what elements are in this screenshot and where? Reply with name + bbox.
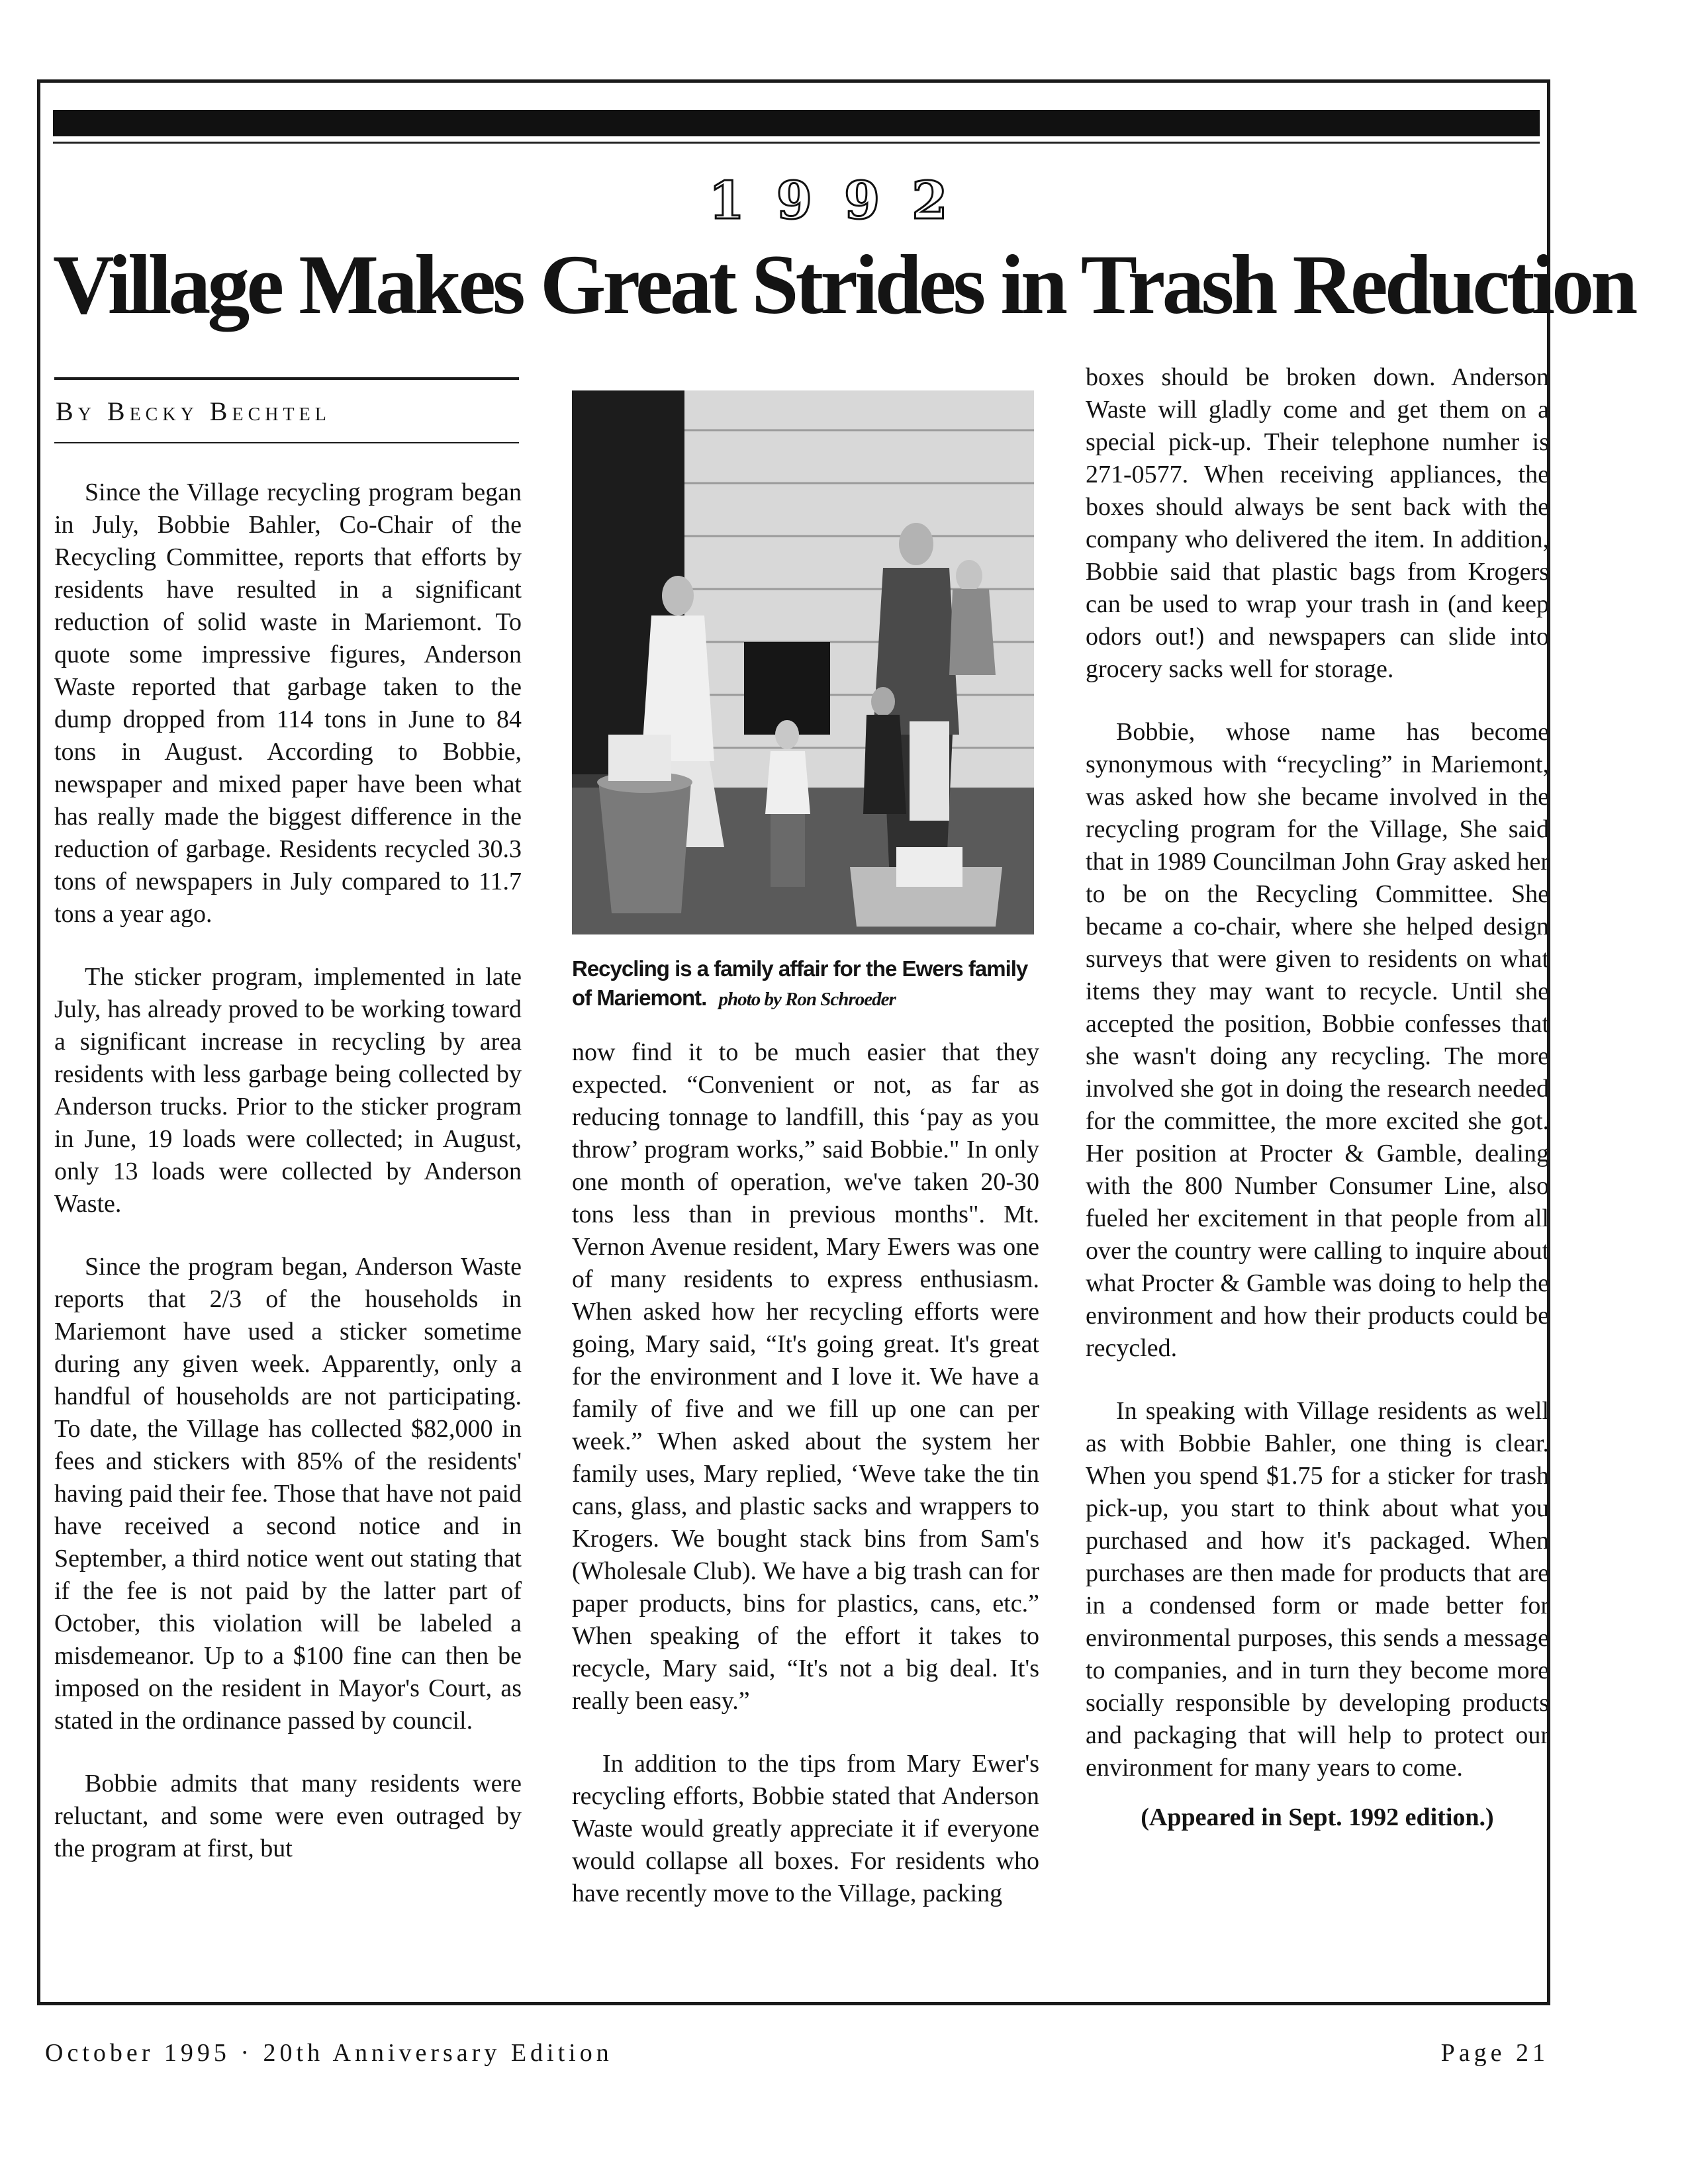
caption-text: Recycling is a family affair for the Ewers family of Mariemont.	[572, 956, 1028, 1010]
article-column-2	[572, 1036, 1039, 1940]
byline-rule-bottom	[54, 442, 519, 443]
byline-rule-top	[54, 377, 519, 380]
paragraph: Bobbie admits that many residents were reluctant, and some were even outraged by the program at first, but	[54, 1770, 522, 1862]
footer-page-number: Page 21	[1440, 2039, 1549, 2067]
photo-credit: photo by Ron Schroeder	[718, 989, 896, 1010]
article-column-3	[1086, 361, 1549, 1834]
article-column-1	[54, 477, 522, 1895]
photo-caption	[572, 954, 1042, 1014]
appeared-note: (Appeared in Sept. 1992 edition.)	[1141, 1803, 1494, 1831]
year-heading: 1992	[708, 171, 980, 231]
footer-edition: October 1995 · 20th Anniversary Edition	[45, 2039, 613, 2067]
family-photo	[572, 390, 1034, 934]
paragraph: boxes should be broken down. Anderson Waste will gladly come and get them on a special pick-up. Their telephone numher is 271-0577. When receiving appliances, the boxes should always be sent back with the company who delivered the item. In addition, Bobbie said that plastic bags from Krogers can be used to wrap your trash in (and keep odors out!) and newspapers can slide into grocery sacks well for storage.	[1086, 363, 1549, 683]
paragraph: In addition to the tips from Mary Ewer's recycling efforts, Bobbie stated that Anderson Waste would greatly appreciate it if everyone would collapse all boxes. For residents who have recently move to the Village, packing	[572, 1750, 1039, 1907]
paragraph: now find it to be much easier that they expected. “Convenient or not, as far as reducing tonnage to landfill, this ‘pay as you throw’ program works,” said Bobbie." In only one month of operation, we've taken 20-30 tons less than in previous months". Mt. Vernon Avenue resident, Mary Ewers was one of many residents to express enthusiasm. When asked how her recycling efforts were going, Mary said, “It's going great. It's great for the environment and I love it. We have a family of five and we fill up one can per week.” When asked about the system her family uses, Mary replied, ‘Weve take the tin cans, glass, and plastic sacks and wrappers to Krogers. We bought stack bins from Sam's (Wholesale Club). We have a big trash can for paper products, bins for plastics, cans, etc.” When speaking of the effort it takes to recycle, Mary said, “It's not a big deal. It's really been easy.”	[572, 1038, 1039, 1715]
byline: By Becky Bechtel	[56, 396, 331, 426]
paragraph: Bobbie, whose name has become synonymous with “recycling” in Mariemont, was asked how she became involved in the recycling program for the Village, She said that in 1989 Councilman John Gray asked her to be on the Recycling Committee. She became a co-chair, where she helped design surveys that were given to residents on what items they may want to recycle. Until she accepted the position, Bobbie confesses that she wasn't doing any recycling. The more involved she got in doing the research needed for the committee, the more excited she got. Her position at Procter & Gamble, dealing with the 800 Number Consumer Line, also fueled her excitement in that people from all over the country were calling to inquire about what Procter & Gamble was doing to help the environment and how their products could be recycled.	[1086, 718, 1549, 1362]
paragraph: Since the Village recycling program began in July, Bobbie Bahler, Co-Chair of the Recycling Committee, reports that efforts by residents have resulted in a significant reduction of solid waste in Mariemont. To quote some impressive figures, Anderson Waste reported that garbage taken to the dump dropped from 114 tons in June to 84 tons in August. According to Bobbie, newspaper and mixed paper have been what has really made the biggest difference in the reduction of garbage. Residents recycled 30.3 tons of newspapers in July compared to 11.7 tons a year ago.	[54, 478, 522, 928]
headline: Village Makes Great Strides in Trash Reduction	[53, 238, 1635, 332]
top-bar	[53, 110, 1540, 136]
paragraph: The sticker program, implemented in late July, has already proved to be working toward a significant increase in recycling by area residents with less garbage being collected by Anderson trucks. Prior to the sticker program in June, 19 loads were collected; in August, only 13 loads were collected by Anderson Waste.	[54, 963, 522, 1218]
paragraph: Since the program began, Anderson Waste reports that 2/3 of the households in Mariemont have used a sticker sometime during any given week. Apparently, only a handful of households are not participating. To date, the Village has collected $82,000 in fees and stickers with 85% of the residents' having paid their fee. Those that have not paid have received a second notice and in September, a third notice went out stating that if the fee is not paid by the latter part of October, this violation will be labeled a misdemeanor. Up to a $100 fine can then be imposed on the resident in Mayor's Court, as stated in the ordinance passed by council.	[54, 1253, 522, 1735]
top-rule	[53, 142, 1540, 144]
paragraph: In speaking with Village residents as well as with Bobbie Bahler, one thing is clear. When you spend $1.75 for a sticker for trash pick-up, you start to think about what you purchased and how it's packaged. When purchases are then made for products that are in a condensed form or made better for environmental purposes, this sends a message to companies, and in turn they become more socially responsible by developing products and packaging that will help to protect our environment for many years to come.	[1086, 1397, 1549, 1782]
